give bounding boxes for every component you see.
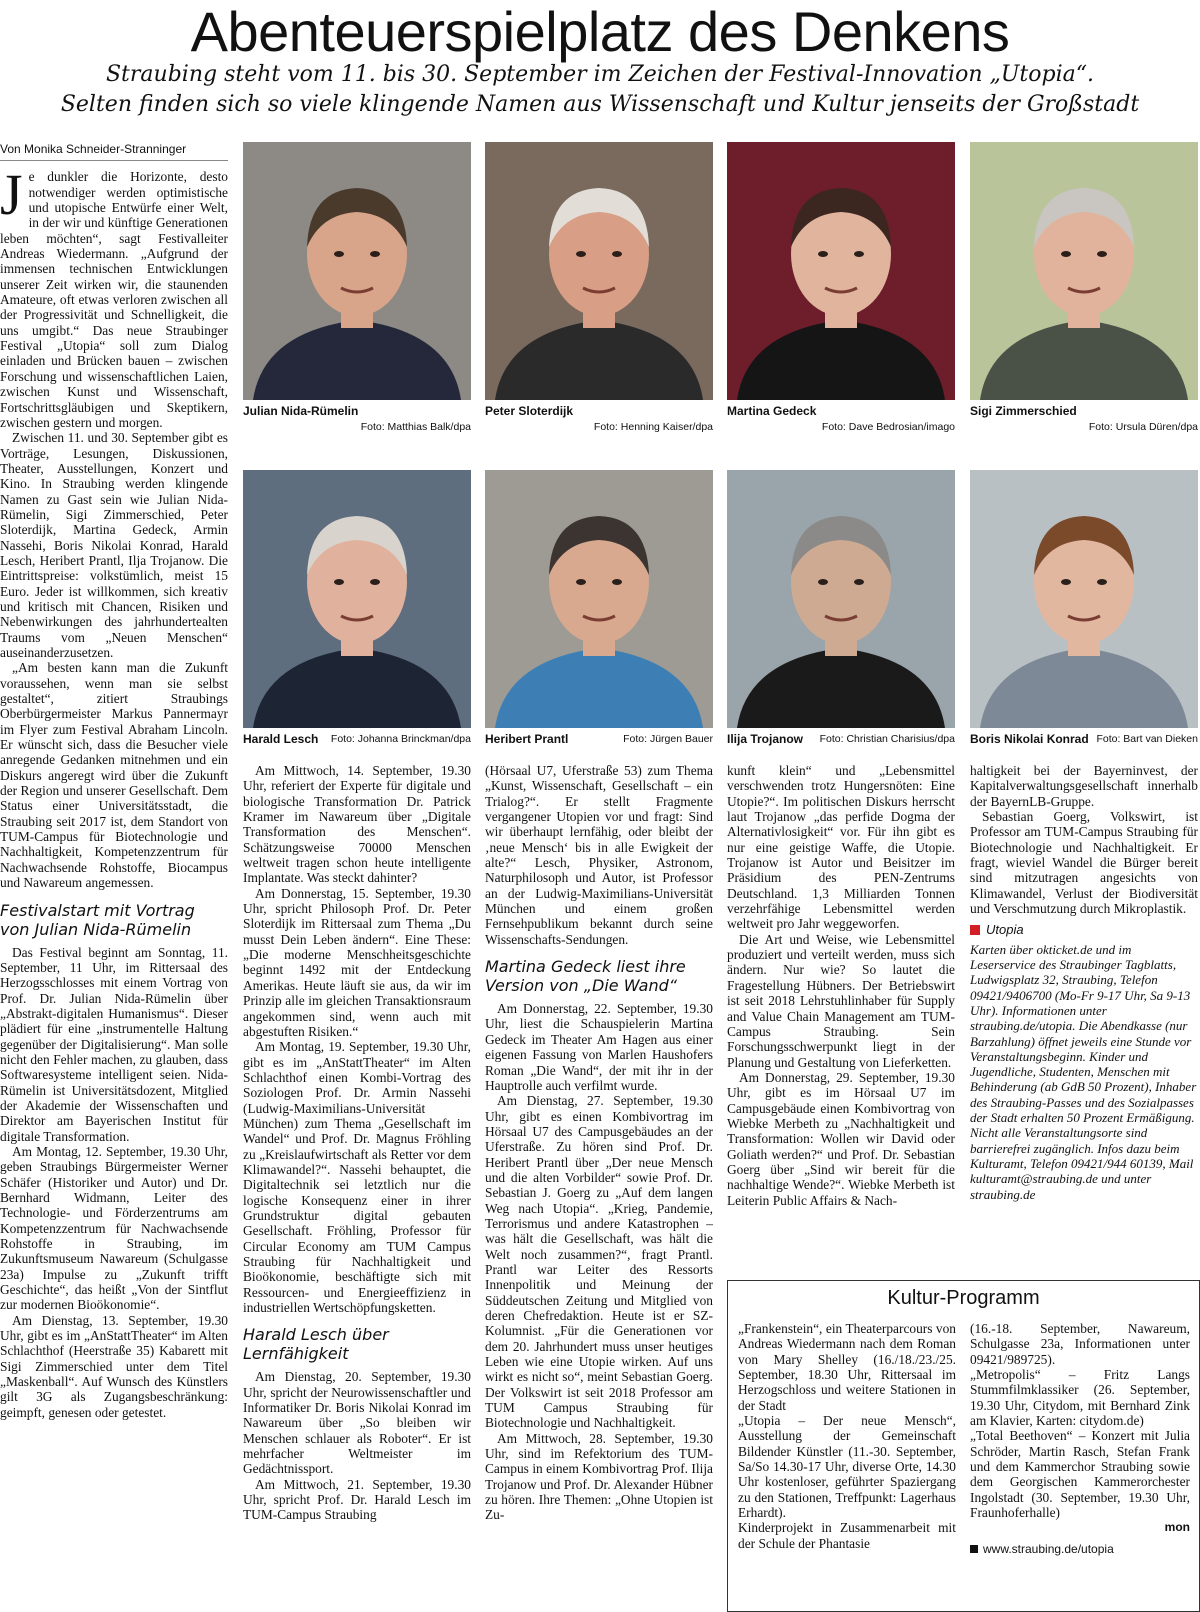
article-column-4: [727, 763, 955, 1263]
byline: Von Monika Schneider-Stranninger: [0, 142, 228, 161]
paragraph: Sebastian Goerg, Volkswirt, ist Professor am TUM-Campus Straubing für Biotechnologie und Nachhaltigkeit. Er fragt, wieviel Wandel die Bürger bereit sind mitzutragen angesichts von Klimawandel, Verlust der Biodiversität und Verschmutzung durch Mikroplastik.: [970, 809, 1198, 917]
kultur-programm-title: Kultur-Programm: [887, 1287, 1040, 1309]
paragraph: e dunkler die Horizonte, desto notwendiger werden optimistische und utopische Entwürfe einer Welt, in der wir und künftige Generationen leben möchten“, sagt Festivalleiter Andreas Wiedermann. „Aufgrund der immensen technischen Entwicklungen unserer Zeit wirken wir, die staunenden Amateure, oft etwas verloren zwischen all der Progressivität und Schnelligkeit, die uns umgibt.“ Das neue Straubinger Festival „Utopia“ soll zum Dialog einladen und Brücken bauen – zwischen Forschung und wissenschaftlichen Laien, zwischen Kunst und Wissenschaft, Fortschrittsgläubigen und Skeptikern, zwischen gestern und morgen.: [0, 169, 228, 430]
portrait-photo: [485, 470, 713, 728]
black-square-icon: [970, 1545, 978, 1553]
drop-cap: J: [0, 162, 23, 228]
subline-2: Selten finden sich so viele klingende Namen aus Wissenschaft und Kultur jenseits der Großstadt: [60, 92, 1140, 117]
portrait-photo: [727, 470, 955, 728]
subheading-festivalstart: Festivalstart mit Vortrag von Julian Nida-Rümelin: [0, 900, 195, 939]
paragraph: Am Dienstag, 13. September, 19.30 Uhr, gibt es im „AnStattTheater“ im Alten Schlachthof (Heerstraße 35) Kabarett mit Sigi Zimmerschied unter dem Titel „Maskenball“. Auf Wunsch des Künstlers gilt 3G als Zugangsbeschränkung: geimpft, genesen oder getestet.: [0, 1312, 228, 1420]
photo-caption-name: Harald Lesch: [243, 732, 319, 746]
photo-credit: Foto: Bart van Dieken: [1096, 733, 1198, 745]
website-link[interactable]: www.straubing.de/utopia: [983, 1541, 1114, 1556]
info-heading: [970, 922, 1198, 937]
paragraph: Am Mittwoch, 21. September, 19.30 Uhr, spricht Prof. Dr. Harald Lesch im TUM-Campus Straubing: [243, 1476, 471, 1523]
paragraph: Am Mittwoch, 14. September, 19.30 Uhr, referiert der Experte für digitale und biologische Transformation Dr. Patrick Kramer im Nawareum über „Digitale Transformation des Menschen“. Schätzungsweise 70000 Menschen weltweit tragen schon heute intelligente Implantate. Was steckt dahinter?: [243, 763, 471, 886]
red-square-icon: [970, 925, 980, 935]
photo-caption-name: Boris Nikolai Konrad: [970, 732, 1089, 746]
kultur-column-1: [738, 1321, 956, 1607]
photo-caption-name: Ilija Trojanow: [727, 732, 804, 746]
paragraph: haltigkeit bei der Bayerninvest, der Kapitalverwaltungsgesellschaft innerhalb der BayernLB-Gruppe.: [970, 763, 1198, 809]
portrait-photo: [970, 142, 1198, 400]
paragraph: Am Montag, 19. September, 19.30 Uhr, gibt es im „AnStattTheater“ im Alten Schlachthof einen Kombi-Vortrag des Soziologen Prof. Dr. Armin Nassehi (Ludwig-Maximilians-Universität München) zum Thema „Gesellschaft im Wandel“ und Prof. Dr. Magnus Fröhling zu „Kreislaufwirtschaft als Retter vor dem Klimawandel?“. Nassehi behauptet, die Digitaltechnik sei letztlich nur die logische Konsequenz einer in ihrer Grundstruktur digital gebauten Gesellschaft. Fröhling, Professor für Circular Economy am TUM Campus Straubing für Nachhaltigkeit und Bioökonomie, beschäftigte sich mit Ressourcen- und Energieeffizienz in industriellen Wertschöpfungsketten.: [243, 1039, 471, 1316]
photo-credit: Foto: Matthias Balk/dpa: [360, 421, 471, 433]
paragraph: Am Dienstag, 27. September, 19.30 Uhr, gibt es einen Kombivortrag im Hörsaal U7 des Campusgebäudes an der Uferstraße. Zu hören sind Prof. Dr. Heribert Prantl über „Der neue Mensch und die alten Vorbilder“ sowie Prof. Dr. Sebastian J. Goerg zu „Auf dem langen Weg nach Utopia“. „Krieg, Pandemie, Terrorismus und andere Katastrophen – was hält die Gesellschaft, was hält die Welt noch zusammen?“, fragt Prantl. Prantl war Leiter des Ressorts Innenpolitik und Meinung der Süddeutschen Zeitung und Mitglied von deren Chefredaktion. Heute ist er SZ-Kolumnist. „Für die Generationen vor dem 20. Jahrhundert muss unser heutiges Leben wie eine Utopie wirken. Auf uns wirkt es nicht so“, meint Sebastian Goerg. Der Volkswirt ist seit 2018 Professor am TUM Campus Straubing für Biotechnologie und Nachhaltigkeit.: [485, 1093, 713, 1431]
portrait-photo: [727, 142, 955, 400]
portrait-photo: [243, 470, 471, 728]
paragraph: Am Donnerstag, 22. September, 19.30 Uhr, liest die Schauspielerin Martina Gedeck im Theater Am Hagen aus einer eigenen Fassung von Marlen Haushofers Roman „Die Wand“, der mit ihr in der Hauptrolle auch verfilmt wurde.: [485, 1001, 713, 1093]
photo-caption-name: Julian Nida-Rümelin: [243, 404, 359, 418]
paragraph: (Hörsaal U7, Uferstraße 53) zum Thema „Kunst, Wissenschaft, Gesellschaft – ein Trialog?“. Er stellt Fragmente vergangener Utopien vor und fragt: Sind wir überhaupt lernfähig, oder bleibt der ‚neue Mensch‘ bis in alle Ewigkeit der alte?“ Lesch, Physiker, Astronom, Naturphilosoph und Autor, ist Professor an der Ludwig-Maximilians-Universität München und einem großen Fernsehpublikum bekannt durch seine Wissenschafts-Sendungen.: [485, 763, 713, 947]
subline-1: Straubing steht vom 11. bis 30. September im Zeichen der Festival-Innovation „Utopia“.: [105, 62, 1094, 87]
paragraph: Am Donnerstag, 15. September, 19.30 Uhr, spricht Philosoph Prof. Dr. Peter Sloterdijk im Rittersaal zum Thema „Du musst Dein Leben ändern“. Eine These: „Die moderne Menschheitsgeschichte beginnt 1492 mit der Entdeckung Amerikas. Heute läuft sie aus, da wir im Prinzip alle im gleichen Transaktionsraum angekommen sind, wenn auch mit abgestuften Risiken.“: [243, 885, 471, 1039]
subheading-lesch: Harald Lesch über Lernfähigkeit: [243, 1325, 389, 1364]
info-text: Karten über okticket.de und im Leserservice des Straubinger Tagblatts, Ludwigsplatz 32, Straubing, Telefon 09421/9406700 (Mo-Fr 9-17 Uhr, Sa 9-13 Uhr). Informationen unter straubing.de/utopia. Die Abendkasse (nur Barzahlung) öffnet jeweils eine Stunde vor Veranstaltungsbeginn. Kinder und Jugendliche, Studenten, Menschen mit Behinderung (ab GdB 50 Prozent), Inhaber des Straubing-Passes und des Sozialpasses der Stadt erhalten 50 Prozent Ermäßigung. Nicht alle Veranstaltungsorte sind barrierefrei zugänglich. Infos dazu beim Kulturamt, Telefon 09421/944 60139, Mail kulturamt@straubing.de und unter straubing.de: [970, 941, 1197, 1202]
paragraph: Die Art und Weise, wie Lebensmittel produziert und verteilt werden, muss sich ändern. Nur wie? So lautet die Fragestellung Hübners. Der Betriebswirt ist seit 2018 Lehrstuhlinhaber für Supply and Value Chain Management am TUM-Campus Straubing. Sein Forschungsschwerpunkt liegt in der Planung und Gestaltung von Lieferketten.: [727, 931, 955, 1070]
paragraph: Am Donnerstag, 29. September, 19.30 Uhr, gibt es im Hörsaal U7 im Campusgebäude einen Kombivortrag von Wiebke Merbeth zu „Nachhaltigkeit und Transformation: Wollen wir David oder Goliath werden?“ und Prof. Dr. Sebastian Goerg über „Sind wir bereit für die nachhaltige Wende?“. Wiebke Merbeth ist Leiterin Public Affairs & Nach-: [727, 1069, 955, 1208]
info-title: Utopia: [986, 922, 1024, 938]
kultur-column-2: [970, 1321, 1190, 1607]
photo-credit: Foto: Johanna Brinckman/dpa: [330, 733, 471, 745]
photo-credit: Foto: Jürgen Bauer: [623, 733, 713, 745]
article-column-1: [0, 142, 228, 1610]
paragraph: Das Festival beginnt am Sonntag, 11. September, 11 Uhr, im Rittersaal des Herzogsschlosses mit einem Vortrag von Prof. Dr. Julian Nida-Rümelin über „Abstrakt-digitalen Humanismus“. Dieser plädiert für eine „instrumentelle Haltung gegenüber der Digitalisierung“. Man solle nicht den Fehler machen, zu glauben, dass Softwaresysteme intelligent seien. Nida-Rümelin ist Universitätsdozent, Mitglied der Akademie der Wissenschaften und Direktor am Bayerischen Institut für digitale Transformation.: [0, 944, 228, 1144]
article-column-5: [970, 763, 1198, 1263]
kultur-text: (16.-18. September, Nawareum, Schulgasse 23a, Informationen unter 09421/989725). „Metropolis“ – Fritz Langs Stummfilmklassiker (26. September, 19.30 Uhr, Citydom, mit Bernhard Zink am Klavier, Karten: citydom.de) „Total Beethoven“ – Konzert mit Julia Schröder, Martin Rasch, Stefan Frank und dem Kammerchor Straubing sowie dem Georgischen Kammerorchester Ingolstadt (30. September, 19.30 Uhr, Fraunhoferhalle): [970, 1321, 1190, 1521]
photo-caption-name: Sigi Zimmerschied: [970, 404, 1077, 418]
photo-credit: Foto: Christian Charisius/dpa: [819, 733, 955, 745]
paragraph: kunft klein“ und „Lebensmittel verschwenden trotz Hungersnöten: Eine Utopie?“. Im politischen Diskurs herrscht laut Trojanow „das perfide Dogma der Alternativlosigkeit“ vor. Für ihn gibt es nur eine geistige Waffe, die Utopie. Trojanow ist Autor und Beisitzer im Präsidium des PEN-Zentrums Deutschland. 1,3 Milliarden Tonnen verzehrfähige Lebensmittel werden weltweit pro Jahr weggeworfen.: [727, 763, 955, 932]
photo-caption-name: Peter Sloterdijk: [485, 404, 574, 418]
paragraph: Am Dienstag, 20. September, 19.30 Uhr, spricht der Neurowissenschaftler und Informatiker Dr. Boris Nikolai Konrad im Nawareum über „So bleiben wir Menschen schlauer als Roboter“. Er ist mehrfacher Weltmeister im Gedächtnissport.: [243, 1369, 471, 1477]
portrait-photo: [243, 142, 471, 400]
subheading-gedeck: Martina Gedeck liest ihre Version von „Die Wand“: [485, 957, 686, 996]
photo-credit: Foto: Dave Bedrosian/imago: [821, 421, 955, 433]
kultur-text: „Frankenstein“, ein Theaterparcours von Andreas Wiedermann nach dem Roman von Mary Shelley (16./18./23./25. September, 18.30 Uhr, Rittersaal im Herzogschloss und weitere Stationen in der Stadt „Utopia – Der neue Mensch“, Ausstellung der Gemeinschaft Bildender Künstler (11.-30. September, Sa/So 14.30-17 Uhr, diverse Orte, 14.30 Uhr kostenloser, geführter Spaziergang zu den Stationen, Treffpunkt: Lagerhaus Erhardt). Kinderprojekt in Zusammenarbeit mit der Schule der Phantasie: [738, 1321, 956, 1551]
headline: Abenteuerspielplatz des Denkens: [190, 0, 1010, 63]
author-initials: mon: [1164, 1520, 1190, 1535]
kultur-programm-box: [727, 1280, 1200, 1612]
paragraph: Zwischen 11. und 30. September gibt es Vorträge, Lesungen, Diskussionen, Theater, Ausstellungen, Konzert und Kino. In Straubing werden klingende Namen zu Gast sein wie Julian Nida-Rümelin, Sigi Zimmerschied, Peter Sloterdijk, Martina Gedeck, Armin Nassehi, Boris Nikolai Konrad, Harald Lesch, Heribert Prantl, Ilja Trojanow. Die Eintrittspreise: volkstümlich, meist 15 Euro. Jeder ist willkommen, sich kreativ und kritisch mit Chancen, Risiken und Nebenwirkungen des jahrhundertealten Traums vom „Neuen Menschen“ auseinanderzusetzen.: [0, 430, 228, 660]
photo-caption-name: Martina Gedeck: [727, 404, 817, 418]
url-line: [970, 1542, 1190, 1557]
paragraph: „Am besten kann man die Zukunft voraussehen, wenn man sie selbst gestaltet“, zitiert Straubings Oberbürgermeister Markus Pannermayr im Flyer zum Festival Abraham Lincoln. Er wünscht sich, dass die Besucher viele anregende Gedanken mitnehmen und ein Diskurs angeregt wird über die Zukunft der Region und unserer Gesellschaft. Dem Status einer Universitätsstadt, die Straubing seit 2017 ist, dem Standort von TUM-Campus für Biotechnologie und Nachhaltigkeit, Kompetenzzentrum für Nachwachsende Rohstoffe, Biocampus und Nawareum angemessen.: [0, 660, 228, 891]
photo-credit: Foto: Ursula Düren/dpa: [1088, 421, 1198, 433]
article-column-2: [243, 763, 471, 1608]
portrait-photo: [485, 142, 713, 400]
photo-caption-name: Heribert Prantl: [485, 732, 569, 746]
paragraph: Am Montag, 12. September, 19.30 Uhr, geben Straubings Bürgermeister Werner Schäfer (Historiker und Autor) und Dr. Bernhard Widmann, Leiter des Technologie- und Förderzentrums am Kompetenzzentrum für Nachwachsende Rohstoffe in Straubing, im Zukunftsmuseum Nawareum (Schulgasse 23a) Impulse zu „Zukunft trifft Geschichte“, das heißt „Von der Sintflut zur modernen Bioökonomie“.: [0, 1143, 228, 1313]
article-column-3: [485, 763, 713, 1608]
paragraph: Am Mittwoch, 28. September, 19.30 Uhr, sind im Refektorium des TUM-Campus in einem Kombivortrag Prof. Ilija Trojanow und Prof. Dr. Alexander Hübner zu hören. Ihre Themen: „Ohne Utopien ist Zu-: [485, 1430, 713, 1523]
portrait-photo: [970, 470, 1198, 728]
photo-credit: Foto: Henning Kaiser/dpa: [593, 421, 713, 433]
